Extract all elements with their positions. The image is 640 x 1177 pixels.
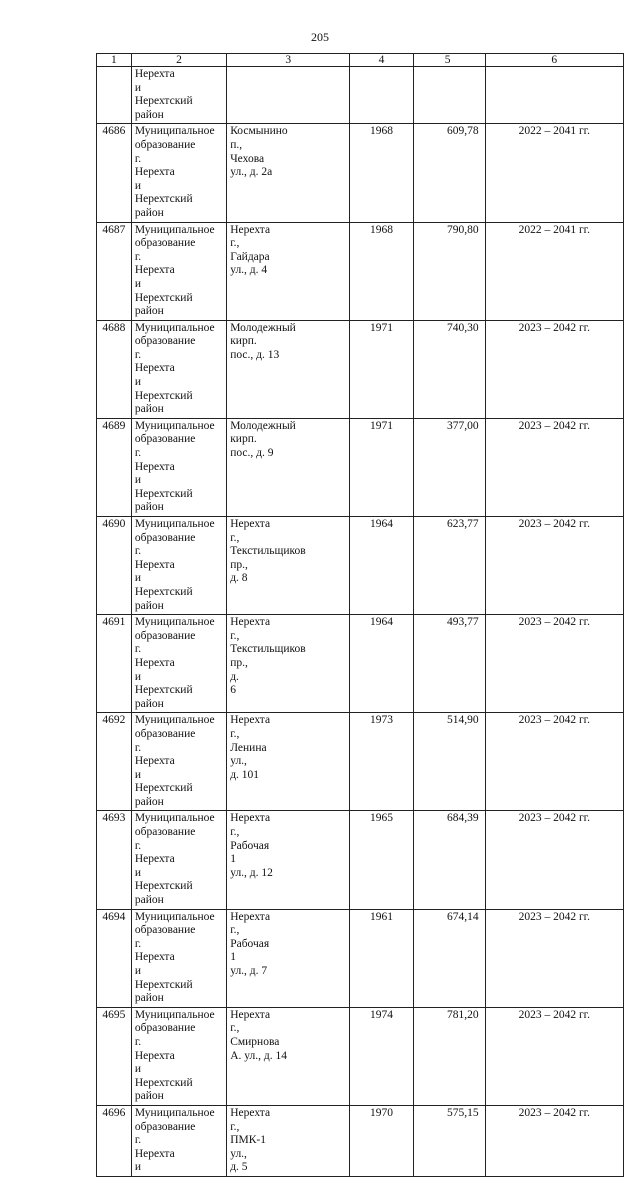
word: г. [134,839,142,852]
text-line: Нерехтский [134,95,193,108]
word: г. [134,643,142,656]
cell-address [227,124,350,222]
word: Ленина [230,741,267,754]
word: г., [230,924,240,937]
text-line [230,224,346,265]
word: г., [230,531,240,544]
word: образование [134,826,196,839]
word: 1 [230,853,236,866]
word: г., [230,629,240,642]
cell-period: 2023 – 2042 гг. [485,909,623,1007]
text-line: Нерехтский [134,193,193,206]
word: Нерехта [134,264,175,277]
cell-num: 4693 [97,811,132,909]
text-line [230,812,346,866]
text-line [135,433,223,460]
text-line: Муниципальное [134,518,215,530]
cell-period: 2023 – 2042 гг. [485,1105,623,1176]
text-line [135,237,223,264]
cell-year: 1964 [350,517,414,615]
table-row [97,909,624,1007]
text-line [135,1121,223,1148]
cell-area: 684,39 [413,811,485,909]
text-line: ул., д. 7 [230,965,268,977]
word: образование [134,629,196,642]
word: образование [134,1120,196,1133]
cell-municipality [131,222,226,320]
word: кирп. [230,335,257,348]
word: Нерехта [134,362,175,375]
text-line: Муниципальное [134,616,215,629]
cell-area: 781,20 [413,1007,485,1105]
text-line: район [134,795,164,808]
word: Нерехта [134,166,175,179]
word: г. [134,545,142,558]
word: Молодежный [230,321,296,334]
text-line [135,532,223,559]
cell-period: 2023 – 2042 гг. [485,615,623,713]
cell-year: 1965 [350,811,414,909]
cell-area: 790,80 [413,222,485,320]
text-line: ул., д. 4 [230,264,268,277]
text-line [230,1009,346,1050]
text-line: Муниципальное [134,1106,215,1119]
word: и [134,179,142,192]
word: Нерехта [134,656,175,669]
cell-period: 2022 – 2041 гг. [485,124,623,222]
cell-area: 514,90 [413,713,485,811]
text-line: Нерехтский [134,585,193,598]
cell-year: 1968 [350,222,414,320]
cell-period: 2023 – 2042 гг. [485,1007,623,1105]
word: 1 [230,951,236,964]
text-line [135,559,223,586]
word: г. [134,152,142,165]
text-line: д. 101 [230,768,260,781]
text-line: пос., д. 9 [230,447,274,460]
text-line: пос., д. 13 [230,348,280,361]
cell-address [227,222,350,320]
text-line [230,125,346,166]
word: Нерехта [134,755,175,768]
word: г. [134,1134,142,1147]
word: и [134,277,142,290]
cell-period: 2023 – 2042 гг. [485,418,623,516]
table-row [97,320,624,418]
table-row [97,124,624,222]
cell-municipality [131,615,226,713]
word: кирп. [230,433,257,446]
word: Нерехта [134,951,175,964]
word: Нерехта [230,616,271,629]
word: г. [134,937,142,950]
cell-area: 623,77 [413,517,485,615]
word: ПМК-1 [230,1134,266,1147]
cell-municipality [131,1105,226,1176]
cell-area: 377,00 [413,418,485,516]
word: и [134,768,142,781]
cell-num: 4694 [97,909,132,1007]
table-row-continuation [97,67,624,124]
col-header-5: 5 [413,54,485,67]
table-row [97,517,624,615]
text-line [135,362,223,389]
word: Космынино [230,125,288,138]
word: п., [230,138,243,151]
text-line [135,853,223,880]
cell-address [227,811,350,909]
housing-table [96,53,624,1177]
text-line: Нерехтский [134,782,193,795]
word: Нерехта [134,853,175,866]
word: образование [134,335,196,348]
cell-num: 4689 [97,418,132,516]
cell-area: 493,77 [413,615,485,713]
text-line [135,1022,223,1049]
cell-municipality [131,418,226,516]
cell-year: 1974 [350,1007,414,1105]
word: и [134,1063,142,1076]
cell-municipality [131,1007,226,1105]
text-line: Нерехтский [134,291,193,304]
col-header-6: 6 [485,54,623,67]
word: Нерехта [134,460,175,473]
word: Нерехта [230,223,271,236]
table-row [97,222,624,320]
cell-num [97,67,132,124]
word: Текстильщиков [230,545,306,558]
word: Чехова [230,152,265,165]
text-line [135,924,223,951]
table-row [97,418,624,516]
col-header-4: 4 [350,54,414,67]
table-row [97,811,624,909]
cell-municipality [131,713,226,811]
cell-num: 4687 [97,222,132,320]
text-line: Нерехтский [134,978,193,991]
cell-year: 1971 [350,320,414,418]
cell-municipality [131,811,226,909]
cell-address [227,517,350,615]
text-line: ул., д. 2а [230,166,273,179]
text-line [230,643,346,684]
word: образование [134,433,196,446]
cell-area: 674,14 [413,909,485,1007]
text-line [230,420,346,447]
word: г. [134,348,142,361]
text-line [230,616,346,643]
word: Рабочая [230,839,270,852]
text-line [135,630,223,657]
word: г. [134,250,142,263]
text-line [230,322,346,349]
cell-period: 2023 – 2042 гг. [485,811,623,909]
word: г. [134,741,142,754]
text-line: Муниципальное [134,419,215,432]
text-line: А. ул., д. 14 [230,1049,287,1062]
text-line: район [134,501,164,514]
text-line: Нерехтский [134,487,193,500]
text-line [135,1148,223,1175]
table-row [97,1007,624,1105]
word: Нерехта [230,910,271,923]
text-line [135,335,223,362]
word: г. [134,447,142,460]
word: образование [134,531,196,544]
cell-municipality [131,124,226,222]
table-row [97,1105,624,1176]
text-line: Нерехтский [134,1076,193,1089]
cell-year: 1970 [350,1105,414,1176]
word: Нерехта [230,1008,271,1021]
cell-year: 1964 [350,615,414,713]
text-line [135,166,223,193]
word: г., [230,1022,240,1035]
text-line: район [134,697,164,710]
cell-municipality [131,320,226,418]
cell-period: 2023 – 2042 гг. [485,713,623,811]
text-line [230,545,346,572]
word: Нерехта [134,1147,175,1160]
word: г., [230,826,240,839]
text-line: район [134,894,164,907]
text-line: район [134,305,164,318]
word: Нерехта [134,68,175,80]
cell-year: 1968 [350,124,414,222]
text-line [135,264,223,291]
word: и [134,670,142,683]
cell-address [227,909,350,1007]
text-line [135,461,223,488]
cell-address [227,67,350,124]
cell-area [413,67,485,124]
cell-municipality [131,517,226,615]
text-line: 6 [230,684,236,697]
cell-area: 575,15 [413,1105,485,1176]
word: г. [134,1035,142,1048]
col-header-2: 2 [131,54,226,67]
word: пр., [230,558,248,571]
text-line: Муниципальное [134,714,215,727]
cell-num: 4696 [97,1105,132,1176]
text-line [135,657,223,684]
word: образование [134,1022,196,1035]
word: Рабочая [230,937,270,950]
word: г., [230,1120,240,1133]
text-line: ул., д. 12 [230,866,273,879]
table-row [97,713,624,811]
text-line: район [134,992,164,1005]
text-line: Муниципальное [134,812,215,825]
cell-num: 4688 [97,320,132,418]
word: образование [134,138,196,151]
text-line [135,951,223,978]
word: г., [230,727,240,740]
text-line: Нерехтский [134,880,193,893]
word: Нерехта [230,812,271,825]
text-line: Нерехтский [134,389,193,402]
header-row [97,54,624,67]
word: Нерехта [230,518,271,530]
word: образование [134,924,196,937]
cell-num: 4695 [97,1007,132,1105]
cell-period: 2022 – 2041 гг. [485,222,623,320]
text-line [230,1107,346,1161]
cell-year: 1971 [350,418,414,516]
word: Молодежный [230,419,296,432]
cell-num: 4692 [97,713,132,811]
cell-period [485,67,623,124]
word: и [134,1161,142,1174]
text-line [230,518,346,545]
text-line: Муниципальное [134,223,215,236]
text-line [230,714,346,768]
text-line [135,1050,223,1077]
text-line: район [134,108,164,121]
word: Нерехта [134,1049,175,1062]
word: Нерехта [230,714,271,727]
cell-year [350,67,414,124]
word: и [134,376,142,389]
text-line: район [134,206,164,219]
word: и [134,572,142,585]
word: образование [134,237,196,250]
word: Нерехта [134,558,175,571]
cell-period: 2023 – 2042 гг. [485,320,623,418]
text-line [135,139,223,166]
word: Нерехта [230,1106,271,1119]
text-line: район [134,403,164,416]
cell-num: 4691 [97,615,132,713]
text-line [135,755,223,782]
col-header-1: 1 [97,54,132,67]
word: г., [230,237,240,250]
cell-address [227,418,350,516]
word: Гайдара [230,250,270,263]
cell-area: 609,78 [413,124,485,222]
text-line: Муниципальное [134,910,215,923]
cell-year: 1961 [350,909,414,1007]
word: и [134,866,142,879]
text-line: Нерехтский [134,684,193,697]
cell-municipality [131,67,226,124]
cell-address [227,1007,350,1105]
cell-period: 2023 – 2042 гг. [485,517,623,615]
text-line: Муниципальное [134,321,215,334]
cell-municipality [131,909,226,1007]
text-line [135,826,223,853]
text-line [135,728,223,755]
table-row [97,615,624,713]
text-line: район [134,1090,164,1103]
page-number: 205 [311,30,329,44]
word: образование [134,727,196,740]
word: и [134,81,142,94]
cell-address [227,1105,350,1176]
text-line: Муниципальное [134,125,215,138]
word: Текстильщиков [230,643,306,656]
cell-address [227,713,350,811]
text-line: Муниципальное [134,1008,215,1021]
word: Смирнова [230,1035,280,1048]
text-line [230,911,346,965]
cell-num: 4690 [97,517,132,615]
cell-address [227,615,350,713]
cell-year: 1973 [350,713,414,811]
text-line: д. 8 [230,572,248,585]
word: ул., [230,755,247,768]
cell-area: 740,30 [413,320,485,418]
word: д. [230,670,239,683]
word: и [134,474,142,487]
text-line [135,68,223,95]
text-line: д. 5 [230,1161,248,1174]
word: пр., [230,656,248,669]
word: ул., [230,1147,247,1160]
cell-num: 4686 [97,124,132,222]
text-line: район [134,599,164,612]
word: и [134,965,142,977]
col-header-3: 3 [227,54,350,67]
cell-address [227,320,350,418]
